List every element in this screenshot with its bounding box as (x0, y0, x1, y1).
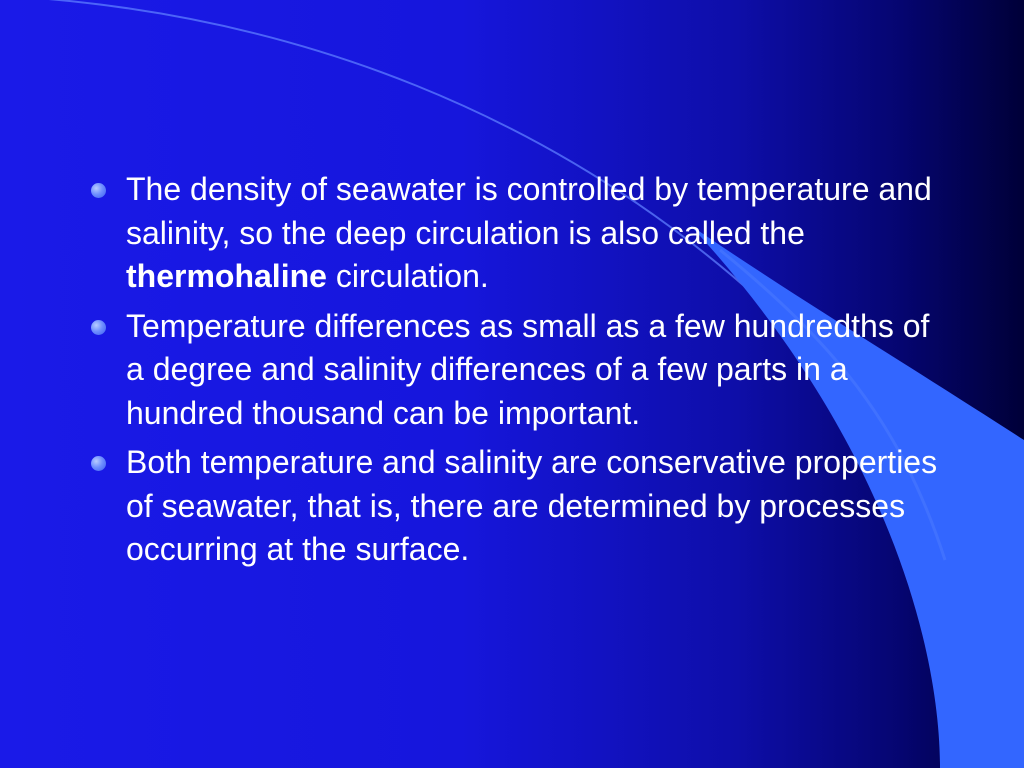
bullet-item (88, 441, 938, 572)
bullet-dot-icon (91, 183, 106, 198)
bullet-item (88, 305, 938, 436)
bullet-text: Temperature differences as small as a few hundredths of a degree and salinity differences of a few parts in a hundred thousand can be important. (126, 307, 930, 431)
bullet-dot-icon (91, 320, 106, 335)
bullet-dot-icon (91, 456, 106, 471)
bullet-emphasis: thermohaline (126, 258, 327, 294)
bullet-text: Both temperature and salinity are conservative properties of seawater, that is, there are determined by processes occurring at the surface. (126, 444, 938, 567)
bullet-text: The density of seawater is controlled by temperature and salinity, so the deep circulation is also called the thermohaline circulation. (126, 171, 932, 294)
bullet-item (88, 168, 938, 299)
bullet-list (88, 168, 938, 578)
